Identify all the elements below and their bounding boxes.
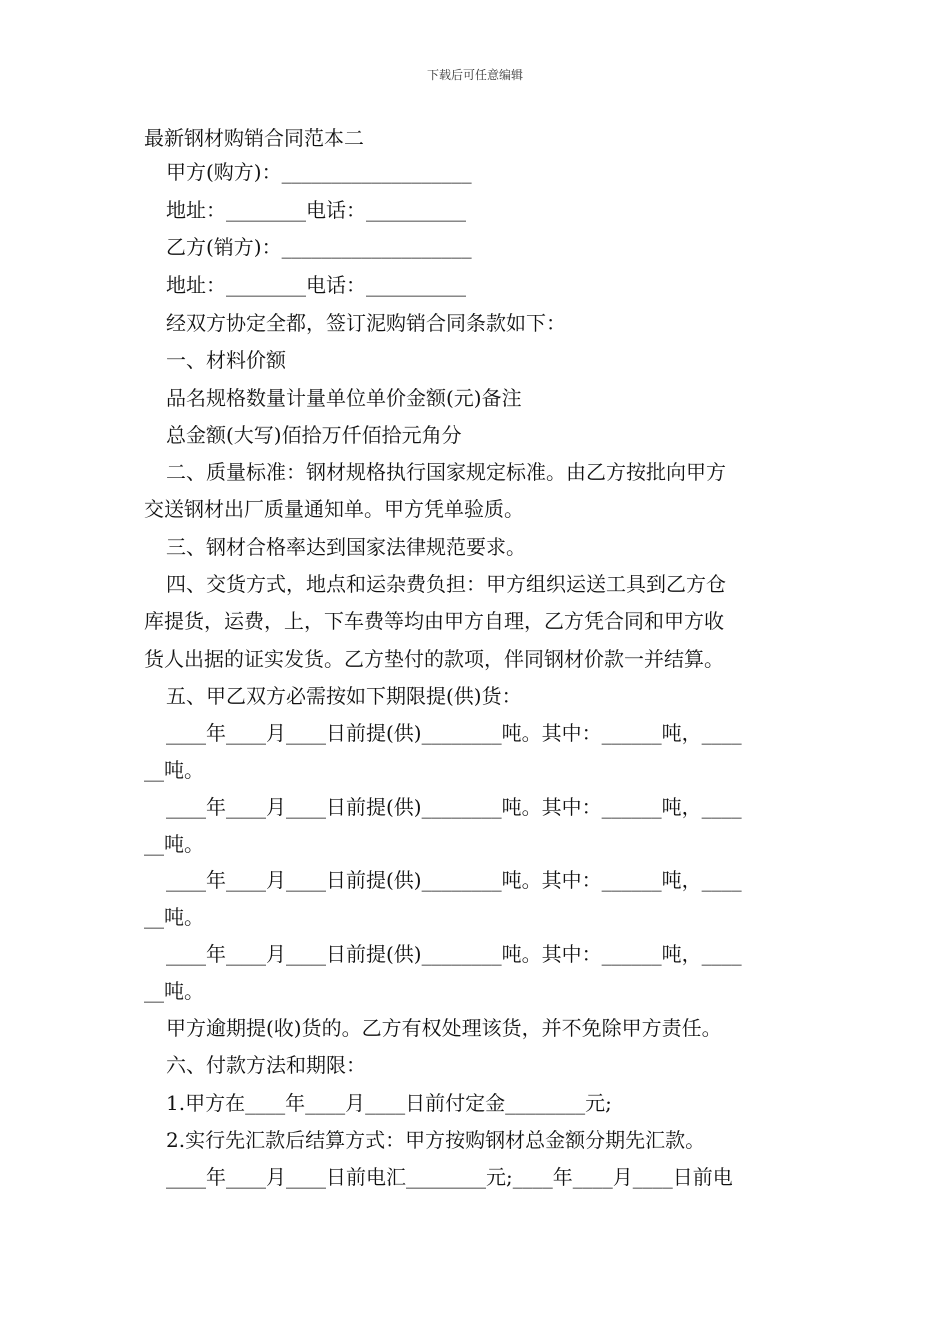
delivery-schedule-continuation: __吨。 <box>144 758 204 782</box>
section-6-heading: 六、付款方法和期限： <box>166 1053 366 1077</box>
party-a-address-line: 地址：________电话：__________ <box>166 198 466 222</box>
payment-deposit-line: 1.甲方在____年____月____日前付定金________元; <box>166 1091 612 1115</box>
delivery-schedule-line: ____年____月____日前提(供)________吨。其中：______吨，____ <box>166 868 742 892</box>
delivery-schedule-continuation: __吨。 <box>144 905 204 929</box>
party-b-line: 乙方(销方)：___________________ <box>166 235 472 259</box>
section-5-heading: 五、甲乙双方必需按如下期限提(供)货： <box>166 684 522 708</box>
section-4-line: 四、交货方式，地点和运杂费负担：甲方组织运送工具到乙方仓 <box>166 572 726 596</box>
delivery-schedule-continuation: __吨。 <box>144 832 204 856</box>
document-title: 最新钢材购销合同范本二 <box>144 126 364 150</box>
section-4-continuation-1: 库提货，运费，上，下车费等均由甲方自理，乙方凭合同和甲方收 <box>144 609 724 633</box>
total-amount-line: 总金额(大写)佰拾万仟佰拾元角分 <box>166 423 462 447</box>
section-1-heading: 一、材料价额 <box>166 348 286 372</box>
delivery-schedule-line: ____年____月____日前提(供)________吨。其中：______吨，____ <box>166 942 742 966</box>
delivery-schedule-line: ____年____月____日前提(供)________吨。其中：______吨，____ <box>166 795 742 819</box>
agreement-intro: 经双方协定全都，签订泥购销合同条款如下： <box>166 311 566 335</box>
payment-schedule-line: ____年____月____日前电汇________元;____年____月____日前电 <box>166 1165 733 1189</box>
delivery-schedule-continuation: __吨。 <box>144 979 204 1003</box>
late-pickup-clause: 甲方逾期提(收)货的。乙方有权处理该货，并不免除甲方责任。 <box>166 1016 722 1040</box>
section-3-line: 三、钢材合格率达到国家法律规范要求。 <box>166 535 526 559</box>
payment-method-line: 2.实行先汇款后结算方式：甲方按购钢材总金额分期先汇款。 <box>166 1128 706 1152</box>
delivery-schedule-line: ____年____月____日前提(供)________吨。其中：______吨，____ <box>166 721 742 745</box>
party-a-line: 甲方(购方)：___________________ <box>166 160 472 184</box>
section-2-line: 二、质量标准：钢材规格执行国家规定标准。由乙方按批向甲方 <box>166 460 726 484</box>
section-2-continuation: 交送钢材出厂质量通知单。甲方凭单验质。 <box>144 497 524 521</box>
section-4-continuation-2: 货人出据的证实发货。乙方垫付的款项，伴同钢材价款一并结算。 <box>144 647 724 671</box>
table-header-line: 品名规格数量计量单位单价金额(元)备注 <box>166 386 522 410</box>
page-header-note: 下载后可任意编辑 <box>426 68 523 82</box>
party-b-address-line: 地址：________电话：__________ <box>166 273 466 297</box>
